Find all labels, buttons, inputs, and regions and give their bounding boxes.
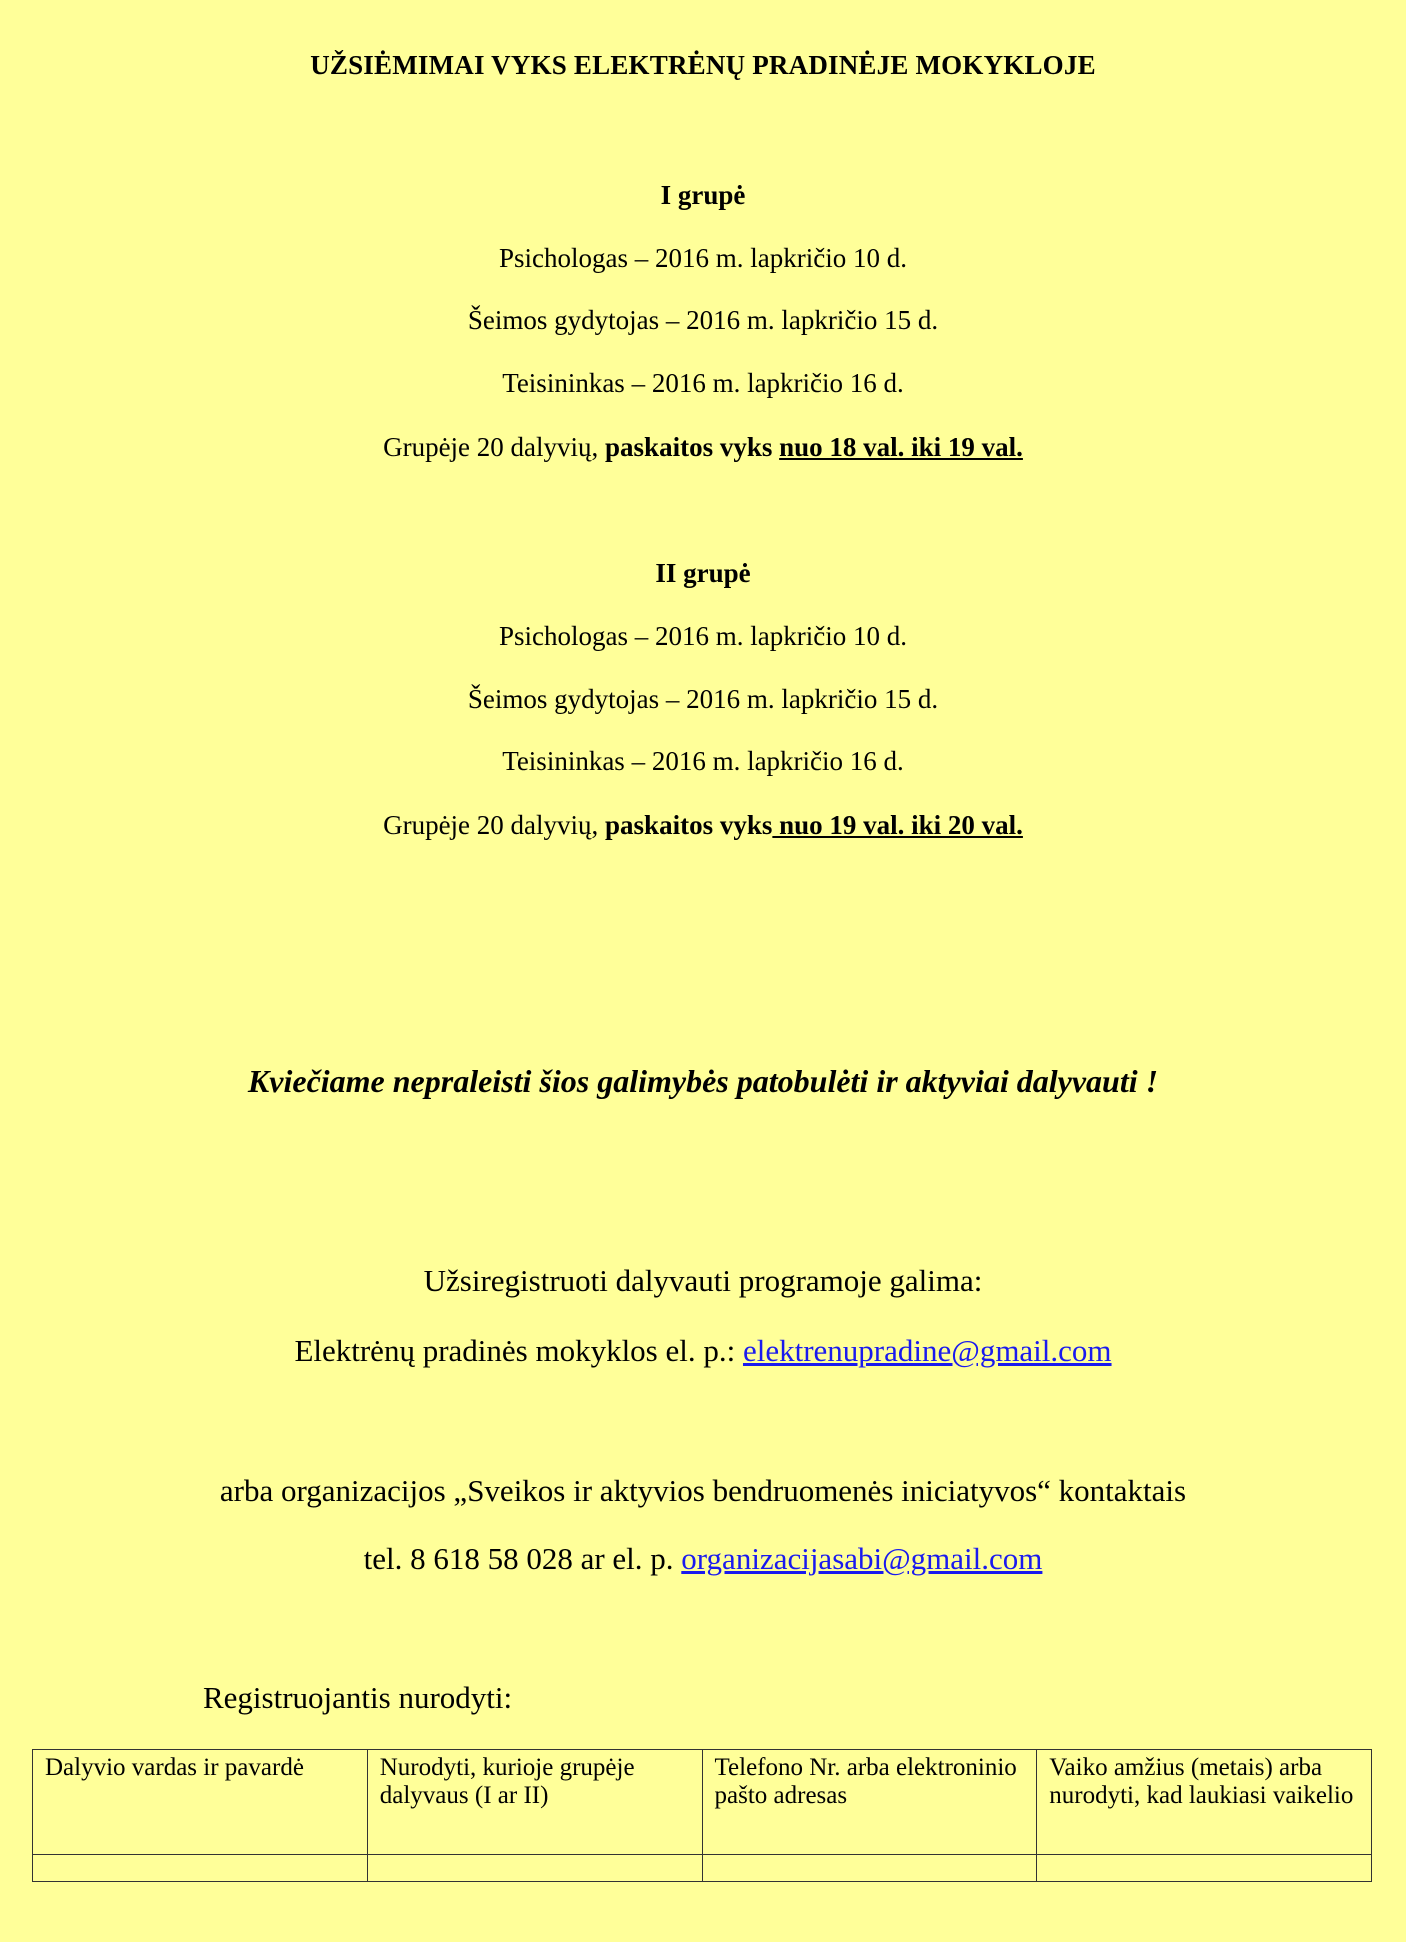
table-cell[interactable] [33, 1855, 368, 1882]
registration-org-line: arba organizacijos „Sveikos ir aktyvios bendruomenės iniciatyvos“ kontaktais [219, 1473, 1187, 1508]
registration-table [32, 1749, 1372, 1882]
table-cell[interactable] [1037, 1855, 1372, 1882]
group-2-summary-prefix: Grupėje 20 dalyvių, [383, 810, 606, 840]
table-cell[interactable] [702, 1855, 1037, 1882]
header-contact: Telefono Nr. arba elektroninio pašto adresas [702, 1750, 1037, 1855]
org-email-link[interactable]: organizacijasabi@gmail.com [681, 1541, 1043, 1576]
page-title: UŽSIĖMIMAI VYKS ELEKTRĖNŲ PRADINĖJE MOKYKLOJE [310, 50, 1096, 80]
registration-table-label: Registruojantis nurodyti: [203, 1680, 513, 1715]
group-2-heading: II grupė [655, 558, 751, 588]
registration-intro: Užsiregistruoti dalyvauti programoje galima: [423, 1263, 983, 1298]
invitation-text: Kviečiame nepraleisti šios galimybės patobulėti ir aktyviai dalyvauti ! [247, 1063, 1159, 1099]
group-1-psychologist: Psichologas – 2016 m. lapkričio 10 d. [499, 243, 907, 273]
group-1-summary [0, 432, 1406, 463]
group-2-summary [0, 810, 1406, 841]
header-group-choice: Nurodyti, kurioje grupėje dalyvaus (I ar II) [367, 1750, 702, 1855]
registration-school-prefix: Elektrėnų pradinės mokyklos el. p.: [294, 1333, 743, 1368]
group-1-family-doctor: Šeimos gydytojas – 2016 m. lapkričio 15 d. [467, 305, 939, 335]
group-1-summary-prefix: Grupėje 20 dalyvių, [383, 432, 606, 462]
registration-school [0, 1333, 1406, 1369]
table-row [33, 1855, 1372, 1882]
header-child-age: Vaiko amžius (metais) arba nurodyti, kad laukiasi vaikelio [1037, 1750, 1372, 1855]
group-2-psychologist: Psichologas – 2016 m. lapkričio 10 d. [499, 621, 907, 651]
table-header-row [33, 1750, 1372, 1855]
group-2-summary-bold: paskaitos vyks [605, 810, 773, 840]
group-1-summary-time: nuo 18 val. iki 19 val. [779, 432, 1023, 462]
registration-org-contact [0, 1541, 1406, 1577]
group-2-summary-time: nuo 19 val. iki 20 val. [772, 810, 1023, 840]
group-1-summary-bold: paskaitos vyks [605, 432, 780, 462]
group-1-lawyer: Teisininkas – 2016 m. lapkričio 16 d. [502, 368, 904, 398]
group-1-heading: I grupė [660, 180, 746, 210]
header-participant-name: Dalyvio vardas ir pavardė [33, 1750, 368, 1855]
registration-org-prefix: tel. 8 618 58 028 ar el. p. [363, 1541, 682, 1576]
table-cell[interactable] [367, 1855, 702, 1882]
school-email-link[interactable]: elektrenupradine@gmail.com [742, 1333, 1112, 1368]
group-2-lawyer: Teisininkas – 2016 m. lapkričio 16 d. [502, 746, 904, 776]
group-2-family-doctor: Šeimos gydytojas – 2016 m. lapkričio 15 d. [467, 684, 939, 714]
